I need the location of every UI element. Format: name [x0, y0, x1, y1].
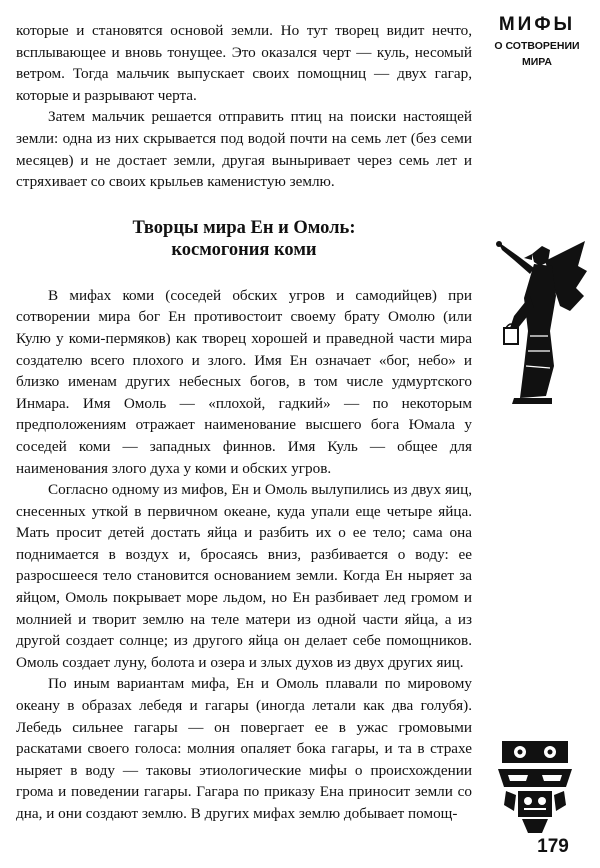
page-number: 179	[537, 836, 569, 857]
winged-deity-illustration	[490, 236, 590, 406]
paragraph-main-3: По иным вариантам мифа, Ен и Омоль плавали по мировому океану в образах лебедя и гагары (иногда летали как два голубя). Лебедь сильнее гагары — он повергает ее в ужас громовыми раскатами своего голоса: молния опаляет бока гагары, и та в страхе ныряет в воду — таковы этиологические мифы о происхождении грома и поведении гагары. Гагара по приказу Ена приносит земли со дна, и они создают землю. В других мифах землю добывает помощ-	[16, 675, 472, 822]
section-heading-line-2: космогония коми	[171, 239, 317, 260]
paragraph-main-1: В мифах коми (соседей обских угров и самодийцев) при сотворении мира бог Ен противостоит своему брату Омолю (или Кулю у коми-пермяков) как творец хорошей и праведной части мира создателю всего плохого и злого. Имя Ен означает «бог, небо» и близко именам других небесных богов, в том числе удмуртского Инмара. Имя Омоль — «плохой, гадкий» — по некоторым предположениям отражает наименование высшего бога Юмала у соседей коми — западных финнов. Имя Куль — общее для наименования злого духа у коми и обских угров.	[16, 286, 472, 477]
running-title	[482, 14, 592, 68]
totem-mask-illustration	[498, 735, 572, 835]
running-title-line-3: МИРА	[522, 56, 552, 68]
running-title-line-1: МИФЫ	[498, 14, 576, 35]
paragraph-top-1: которые и становятся основой земли. Но тут творец видит нечто, всплывающее и вновь тонущее. Это оказался черт — куль, несомый ветром. Тогда мальчик выпускает своих помощниц — двух гагар, которые и разрывают черта.	[16, 22, 472, 104]
paragraph-top-2: Затем мальчик решается отправить птиц на поиски настоящей земли: одна из них скрывается под водой почти на семь лет (без семи месяцев) и не достает земли, другая выныривает через семь лет и стряхивает со своих крыльев каменистую землю.	[16, 108, 472, 191]
main-text-column	[16, 20, 472, 825]
running-title-line-2: О СОТВОРЕНИИ	[494, 40, 580, 52]
section-heading-line-1: Творцы мира Ен и Омоль:	[132, 217, 356, 238]
paragraph-main-2: Согласно одному из мифов, Ен и Омоль вылупились из двух яиц, снесенных уткой в первичном океане, куда упали еще четыре яйца. Мать просит детей достать яйца и разбить их о ее тело; сама она поднимается в воздух и, бросаясь вниз, разбивается о воду: ее разросшееся тело становится основанием земли. Когда Ен ныряет за яйцом, Омоль покрывает море льдом, но Ен разбивает лед громом и молнией и творит землю на теле матери из одной части яйца, а из другой создает солнце; из другого яйца он делает себе помощников. Омоль создает луну, болота и озера и злых духов из двух других яиц.	[16, 481, 472, 671]
section-heading	[16, 217, 472, 261]
